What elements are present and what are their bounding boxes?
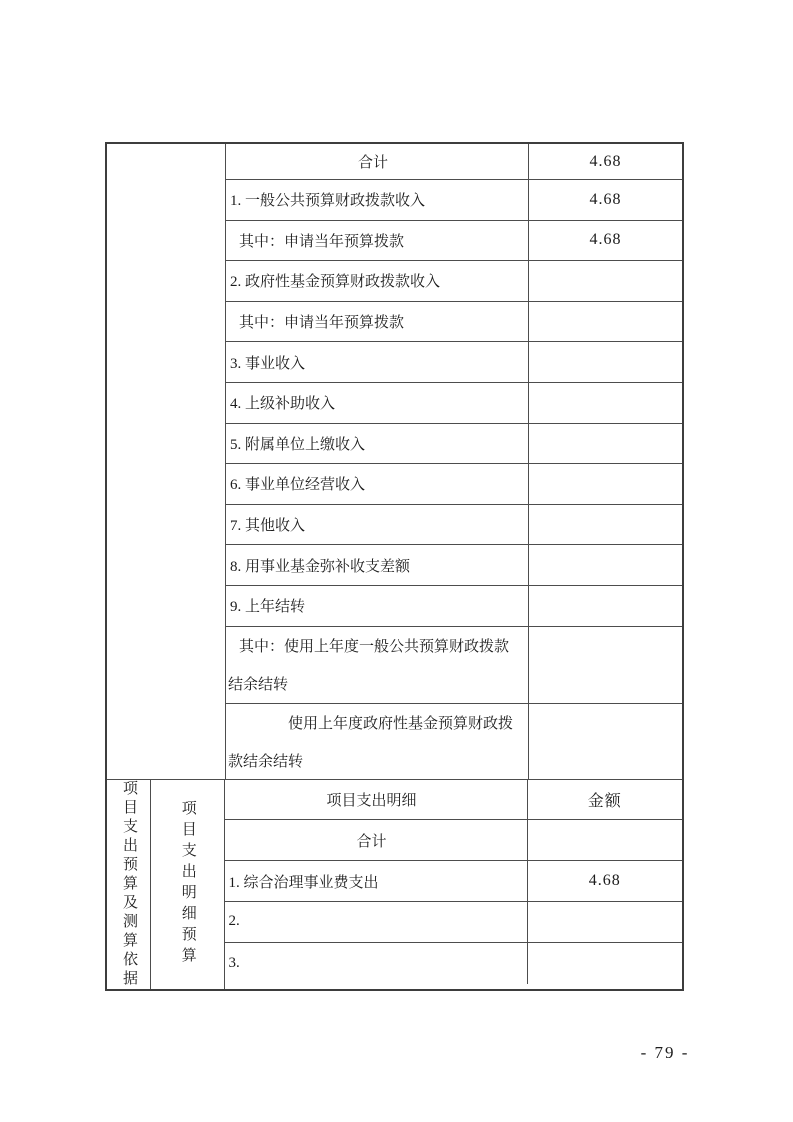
income-row-label-line2: 结余结转	[228, 676, 289, 693]
budget-table	[105, 142, 684, 991]
income-row-header-blank-cell	[107, 144, 226, 779]
income-row-value	[528, 505, 682, 545]
page-number: - 79 -	[640, 1043, 690, 1062]
expense-header-value: 金额	[527, 780, 683, 820]
table-row	[226, 627, 682, 704]
table-row	[226, 383, 682, 424]
income-row-label	[226, 704, 528, 779]
table-row	[225, 943, 683, 984]
income-row-value: 4.68	[528, 180, 682, 220]
income-row-label: 2. 政府性基金预算财政拨款收入	[230, 274, 441, 291]
income-row-value	[528, 383, 682, 423]
table-row	[225, 861, 683, 902]
expense-header-label: 项目支出明细	[326, 792, 417, 809]
table-row	[226, 424, 682, 465]
table-row	[226, 144, 682, 180]
income-row-value: 4.68	[528, 144, 682, 179]
expense-row-label: 3.	[228, 954, 240, 971]
expense-row-value	[527, 943, 683, 984]
expense-row-header-inner-cell	[151, 780, 225, 989]
income-row-label: 6. 事业单位经营收入	[230, 477, 366, 494]
income-row-label-line1: 使用上年度政府性基金预算财政拨	[288, 715, 514, 732]
income-row-label: 9. 上年结转	[230, 599, 306, 616]
expense-row-value	[527, 820, 683, 860]
table-row	[226, 342, 682, 383]
income-row-label-line1: 其中：使用上年度一般公共预算财政拨款	[239, 638, 510, 655]
income-row-label-line2: 款结余结转	[228, 753, 304, 770]
income-row-label: 5. 附属单位上缴收入	[230, 436, 366, 453]
table-row	[226, 505, 682, 546]
expense-row-header-outer-label: 项目支出预算及测算依据	[121, 779, 137, 989]
income-rows	[226, 144, 682, 779]
income-row-label: 其中：申请当年预算拨款	[239, 315, 405, 332]
income-row-value	[528, 627, 682, 703]
expense-row-label: 1. 综合治理事业费支出	[228, 874, 379, 891]
income-row-value	[528, 545, 682, 585]
income-row-value	[528, 464, 682, 504]
income-row-value	[528, 261, 682, 301]
income-section	[107, 144, 682, 780]
income-row-label: 合计	[357, 155, 388, 171]
income-row-value: 4.68	[528, 221, 682, 261]
table-row	[226, 464, 682, 505]
expense-rows	[225, 780, 683, 989]
income-row-value	[528, 302, 682, 342]
table-row	[226, 180, 682, 221]
table-header-row	[225, 780, 683, 821]
expense-row-value	[527, 902, 683, 942]
table-row	[226, 261, 682, 302]
income-row-label: 8. 用事业基金弥补收支差额	[230, 558, 411, 575]
expense-row-header-inner-label: 项目支出明细预算	[179, 800, 196, 969]
expense-row-value: 4.68	[527, 861, 683, 901]
expense-section	[107, 780, 682, 989]
income-row-value	[528, 342, 682, 382]
table-row	[225, 820, 683, 861]
income-row-value	[528, 424, 682, 464]
table-row	[226, 586, 682, 627]
expense-row-label: 2.	[228, 913, 240, 930]
table-row	[225, 902, 683, 943]
income-row-value	[528, 704, 682, 779]
expense-row-label: 合计	[356, 833, 387, 850]
table-row	[226, 221, 682, 262]
income-row-label: 7. 其他收入	[230, 518, 306, 535]
income-row-label	[226, 627, 528, 703]
table-row	[226, 545, 682, 586]
income-row-label: 4. 上级补助收入	[230, 396, 336, 413]
income-row-label: 其中：申请当年预算拨款	[239, 233, 405, 250]
table-row	[226, 704, 682, 779]
income-row-label: 1. 一般公共预算财政拨款收入	[230, 193, 426, 210]
income-row-label: 3. 事业收入	[230, 355, 306, 372]
table-row	[226, 302, 682, 343]
income-row-value	[528, 586, 682, 626]
expense-row-header-outer-cell	[107, 780, 151, 989]
